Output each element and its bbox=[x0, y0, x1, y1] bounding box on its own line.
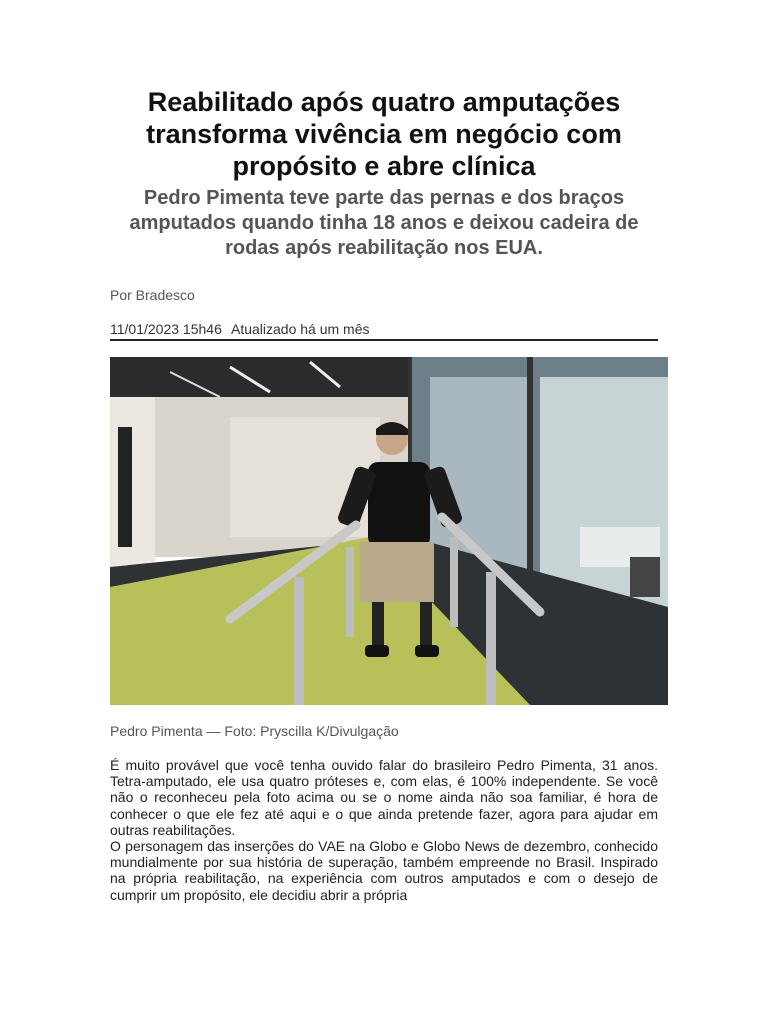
paragraph: É muito provável que você tenha ouvido falar do brasileiro Pedro Pimenta, 31 anos. Tetra-amputado, ele usa quatro próteses e, com elas, é 100% independente. Se você não o reconheceu pela foto acima ou se o nome ainda não soa familiar, é hora de conhecer o que ele fez até aqui e o que ainda pretende fazer, agora para ajudar em outras reabilitações. bbox=[110, 757, 658, 838]
clinic-photo-illustration bbox=[110, 357, 668, 705]
article-meta bbox=[110, 321, 658, 341]
article bbox=[110, 86, 658, 903]
byline: Por Bradesco bbox=[110, 287, 195, 303]
photo-caption: Pedro Pimenta — Foto: Pryscilla K/Divulgação bbox=[110, 723, 399, 739]
article-title: Reabilitado após quatro amputações transforma vivência em negócio com propósito e abre clínica bbox=[146, 87, 622, 181]
paragraph: O personagem das inserções do VAE na Globo e Globo News de dezembro, conhecido mundialmente por sua história de superação, também empreende no Brasil. Inspirado na própria reabilitação, na experiência com outros amputados e com o desejo de cumprir um propósito, ele decidiu abrir a própria bbox=[110, 838, 658, 903]
article-photo bbox=[110, 357, 668, 705]
updated-label: Atualizado há um mês bbox=[230, 321, 370, 337]
article-body bbox=[110, 757, 658, 903]
publish-date: 11/01/2023 15h46 bbox=[110, 321, 222, 337]
article-subtitle: Pedro Pimenta teve parte das pernas e dos braços amputados quando tinha 18 anos e deixou cadeira de rodas após reabilitação nos EUA. bbox=[129, 187, 639, 259]
